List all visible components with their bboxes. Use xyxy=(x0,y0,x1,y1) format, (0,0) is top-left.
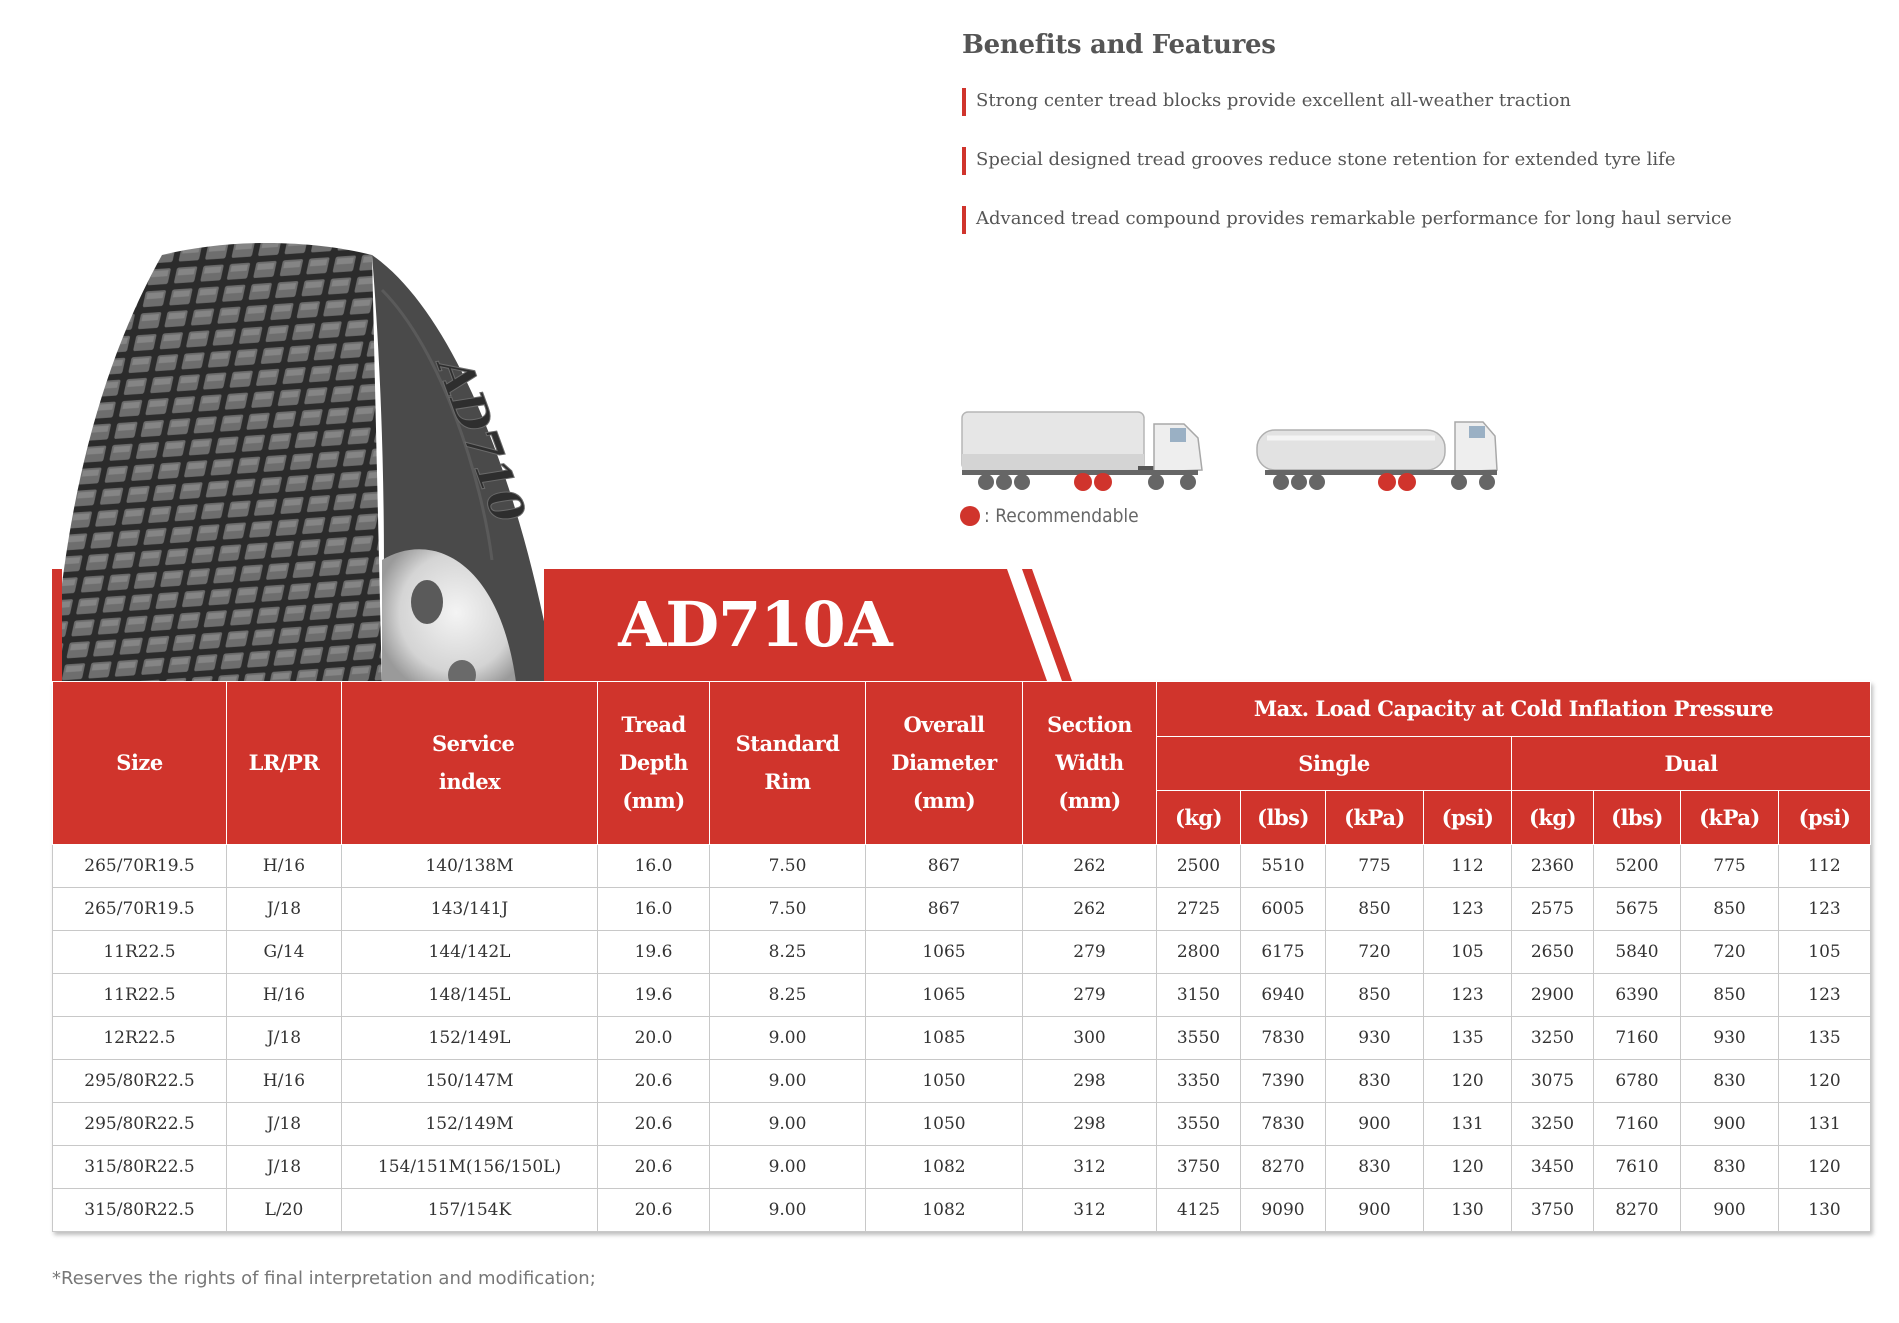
table-cell: 8.25 xyxy=(710,974,866,1017)
table-row xyxy=(53,974,1871,1017)
table-cell: H/16 xyxy=(227,845,342,888)
table-cell: 3550 xyxy=(1157,1017,1241,1060)
table-cell: 16.0 xyxy=(598,888,710,931)
table-cell: 148/145L xyxy=(342,974,598,1017)
header-overall-diameter: Overall Diameter (mm) xyxy=(866,682,1023,845)
accent-bar xyxy=(962,147,966,175)
table-cell: 7160 xyxy=(1594,1017,1681,1060)
table-cell: 262 xyxy=(1023,888,1157,931)
table-cell: 900 xyxy=(1681,1103,1779,1146)
table-cell: 7390 xyxy=(1241,1060,1326,1103)
table-cell: 298 xyxy=(1023,1103,1157,1146)
table-cell: 131 xyxy=(1424,1103,1512,1146)
table-cell: 9.00 xyxy=(710,1189,866,1232)
table-cell: 3150 xyxy=(1157,974,1241,1017)
table-cell: 830 xyxy=(1326,1146,1424,1189)
table-cell: 8.25 xyxy=(710,931,866,974)
table-cell: 830 xyxy=(1681,1060,1779,1103)
table-cell: 1065 xyxy=(866,931,1023,974)
table-cell: J/18 xyxy=(227,1103,342,1146)
table-cell: 7610 xyxy=(1594,1146,1681,1189)
table-cell: 7.50 xyxy=(710,845,866,888)
table-cell: 6940 xyxy=(1241,974,1326,1017)
table-cell: 2650 xyxy=(1512,931,1594,974)
table-cell: 300 xyxy=(1023,1017,1157,1060)
header-unit: (lbs) xyxy=(1241,791,1326,845)
specifications-table xyxy=(52,681,1871,1232)
table-cell: 1050 xyxy=(866,1103,1023,1146)
header-service-index: Service index xyxy=(342,682,598,845)
benefit-item xyxy=(962,147,1862,175)
table-cell: J/18 xyxy=(227,1146,342,1189)
table-cell: 850 xyxy=(1681,888,1779,931)
table-cell: 7830 xyxy=(1241,1017,1326,1060)
table-cell: 315/80R22.5 xyxy=(53,1189,227,1232)
table-cell: 1082 xyxy=(866,1146,1023,1189)
table-cell: 262 xyxy=(1023,845,1157,888)
benefits-section xyxy=(962,30,1862,265)
benefit-text: Advanced tread compound provides remarkable performance for long haul service xyxy=(976,208,1732,229)
table-cell: 930 xyxy=(1681,1017,1779,1060)
header-max-load: Max. Load Capacity at Cold Inflation Pressure xyxy=(1157,682,1871,737)
table-cell: 2900 xyxy=(1512,974,1594,1017)
table-cell: 265/70R19.5 xyxy=(53,888,227,931)
table-cell: 123 xyxy=(1424,888,1512,931)
table-cell: 1065 xyxy=(866,974,1023,1017)
table-cell: 6005 xyxy=(1241,888,1326,931)
header-unit: (psi) xyxy=(1779,791,1871,845)
benefit-item xyxy=(962,206,1862,234)
table-cell: 144/142L xyxy=(342,931,598,974)
table-cell: 3350 xyxy=(1157,1060,1241,1103)
table-row xyxy=(53,1017,1871,1060)
table-cell: 9.00 xyxy=(710,1017,866,1060)
table-cell: 900 xyxy=(1326,1103,1424,1146)
table-cell: H/16 xyxy=(227,974,342,1017)
benefit-text: Special designed tread grooves reduce stone retention for extended tyre life xyxy=(976,149,1676,170)
table-cell: 130 xyxy=(1779,1189,1871,1232)
table-cell: 3750 xyxy=(1512,1189,1594,1232)
header-single: Single xyxy=(1157,737,1512,791)
table-cell: 19.6 xyxy=(598,974,710,1017)
table-cell: 157/154K xyxy=(342,1189,598,1232)
table-cell: 295/80R22.5 xyxy=(53,1060,227,1103)
header-unit: (kg) xyxy=(1512,791,1594,845)
table-cell: 123 xyxy=(1424,974,1512,1017)
header-unit: (kPa) xyxy=(1681,791,1779,845)
table-cell: 5840 xyxy=(1594,931,1681,974)
red-dot-icon xyxy=(960,506,980,526)
table-cell: 1082 xyxy=(866,1189,1023,1232)
table-cell: 152/149M xyxy=(342,1103,598,1146)
table-cell: 112 xyxy=(1424,845,1512,888)
table-cell: 150/147M xyxy=(342,1060,598,1103)
table-cell: 9.00 xyxy=(710,1103,866,1146)
model-name: AD710A xyxy=(618,588,892,661)
table-cell: 867 xyxy=(866,845,1023,888)
header-lr-pr: LR/PR xyxy=(227,682,342,845)
table-cell: 9.00 xyxy=(710,1146,866,1189)
table-cell: 1050 xyxy=(866,1060,1023,1103)
table-cell: 9.00 xyxy=(710,1060,866,1103)
table-row xyxy=(53,1103,1871,1146)
table-cell: 2500 xyxy=(1157,845,1241,888)
accent-bar xyxy=(962,88,966,116)
table-cell: G/14 xyxy=(227,931,342,974)
table-cell: 120 xyxy=(1424,1146,1512,1189)
table-cell: 140/138M xyxy=(342,845,598,888)
table-cell: 312 xyxy=(1023,1189,1157,1232)
table-cell: 2575 xyxy=(1512,888,1594,931)
table-cell: 295/80R22.5 xyxy=(53,1103,227,1146)
table-cell: 8270 xyxy=(1241,1146,1326,1189)
tanker-truck-illustration xyxy=(958,410,1208,496)
header-section-width: Section Width (mm) xyxy=(1023,682,1157,845)
table-cell: 279 xyxy=(1023,931,1157,974)
table-row xyxy=(53,1146,1871,1189)
table-cell: 900 xyxy=(1326,1189,1424,1232)
table-cell: 8270 xyxy=(1594,1189,1681,1232)
table-cell: 20.6 xyxy=(598,1146,710,1189)
table-cell: 19.6 xyxy=(598,931,710,974)
table-cell: 4125 xyxy=(1157,1189,1241,1232)
tanker-truck-illustration xyxy=(1255,420,1505,496)
table-cell: 5200 xyxy=(1594,845,1681,888)
table-cell: 11R22.5 xyxy=(53,931,227,974)
table-cell: 3750 xyxy=(1157,1146,1241,1189)
table-cell: 298 xyxy=(1023,1060,1157,1103)
table-cell: 3450 xyxy=(1512,1146,1594,1189)
header-unit: (kg) xyxy=(1157,791,1241,845)
table-cell: 720 xyxy=(1681,931,1779,974)
table-row xyxy=(53,1189,1871,1232)
table-cell: 143/141J xyxy=(342,888,598,931)
table-cell: 123 xyxy=(1779,974,1871,1017)
table-cell: 9090 xyxy=(1241,1189,1326,1232)
legend-text: : Recommendable xyxy=(984,505,1139,527)
table-cell: 3075 xyxy=(1512,1060,1594,1103)
table-cell: 900 xyxy=(1681,1189,1779,1232)
table-cell: 265/70R19.5 xyxy=(53,845,227,888)
header-tread-depth: Tread Depth (mm) xyxy=(598,682,710,845)
table-cell: 123 xyxy=(1779,888,1871,931)
accent-bar xyxy=(962,206,966,234)
table-cell: H/16 xyxy=(227,1060,342,1103)
table-cell: 135 xyxy=(1424,1017,1512,1060)
header-standard-rim: Standard Rim xyxy=(710,682,866,845)
table-cell: 152/149L xyxy=(342,1017,598,1060)
table-cell: 20.6 xyxy=(598,1060,710,1103)
table-cell: 131 xyxy=(1779,1103,1871,1146)
table-cell: 2800 xyxy=(1157,931,1241,974)
tyre-sidewall-text: AD710 xyxy=(426,350,537,531)
recommendable-legend xyxy=(960,503,1139,529)
footnote: *Reserves the rights of final interpretation and modification; xyxy=(52,1268,596,1289)
header-unit: (kPa) xyxy=(1326,791,1424,845)
table-cell: 154/151M(156/150L) xyxy=(342,1146,598,1189)
table-cell: 20.0 xyxy=(598,1017,710,1060)
table-cell: 2725 xyxy=(1157,888,1241,931)
table-cell: 7830 xyxy=(1241,1103,1326,1146)
benefit-text: Strong center tread blocks provide excellent all-weather traction xyxy=(976,90,1571,111)
table-cell: 120 xyxy=(1779,1146,1871,1189)
table-cell: 120 xyxy=(1424,1060,1512,1103)
table-cell: 1085 xyxy=(866,1017,1023,1060)
table-cell: 867 xyxy=(866,888,1023,931)
table-cell: 7160 xyxy=(1594,1103,1681,1146)
table-cell: 5675 xyxy=(1594,888,1681,931)
table-cell: J/18 xyxy=(227,1017,342,1060)
table-cell: 20.6 xyxy=(598,1103,710,1146)
table-cell: 2360 xyxy=(1512,845,1594,888)
table-cell: L/20 xyxy=(227,1189,342,1232)
table-cell: 105 xyxy=(1779,931,1871,974)
table-cell: 3550 xyxy=(1157,1103,1241,1146)
header-unit: (lbs) xyxy=(1594,791,1681,845)
benefits-title: Benefits and Features xyxy=(962,30,1276,60)
table-cell: 5510 xyxy=(1241,845,1326,888)
table-row xyxy=(53,1060,1871,1103)
table-cell: 775 xyxy=(1681,845,1779,888)
table-cell: 775 xyxy=(1326,845,1424,888)
table-cell: 3250 xyxy=(1512,1017,1594,1060)
table-cell: 315/80R22.5 xyxy=(53,1146,227,1189)
table-cell: 16.0 xyxy=(598,845,710,888)
header-size: Size xyxy=(53,682,227,845)
table-cell: 6175 xyxy=(1241,931,1326,974)
table-cell: 105 xyxy=(1424,931,1512,974)
table-cell: 112 xyxy=(1779,845,1871,888)
table-cell: 6780 xyxy=(1594,1060,1681,1103)
table-cell: 279 xyxy=(1023,974,1157,1017)
table-cell: 850 xyxy=(1681,974,1779,1017)
table-cell: J/18 xyxy=(227,888,342,931)
table-cell: 7.50 xyxy=(710,888,866,931)
table-body xyxy=(53,845,1871,1232)
table-row xyxy=(53,888,1871,931)
table-cell: 830 xyxy=(1326,1060,1424,1103)
table-row xyxy=(53,845,1871,888)
table-cell: 12R22.5 xyxy=(53,1017,227,1060)
benefit-item xyxy=(962,88,1862,116)
table-cell: 850 xyxy=(1326,888,1424,931)
table-cell: 850 xyxy=(1326,974,1424,1017)
table-cell: 312 xyxy=(1023,1146,1157,1189)
table-cell: 6390 xyxy=(1594,974,1681,1017)
table-cell: 930 xyxy=(1326,1017,1424,1060)
table-cell: 130 xyxy=(1424,1189,1512,1232)
table-cell: 135 xyxy=(1779,1017,1871,1060)
header-dual: Dual xyxy=(1512,737,1871,791)
table-cell: 120 xyxy=(1779,1060,1871,1103)
table-cell: 720 xyxy=(1326,931,1424,974)
table-row xyxy=(53,931,1871,974)
table-cell: 830 xyxy=(1681,1146,1779,1189)
table-cell: 11R22.5 xyxy=(53,974,227,1017)
table-cell: 20.6 xyxy=(598,1189,710,1232)
table-cell: 3250 xyxy=(1512,1103,1594,1146)
header-unit: (psi) xyxy=(1424,791,1512,845)
